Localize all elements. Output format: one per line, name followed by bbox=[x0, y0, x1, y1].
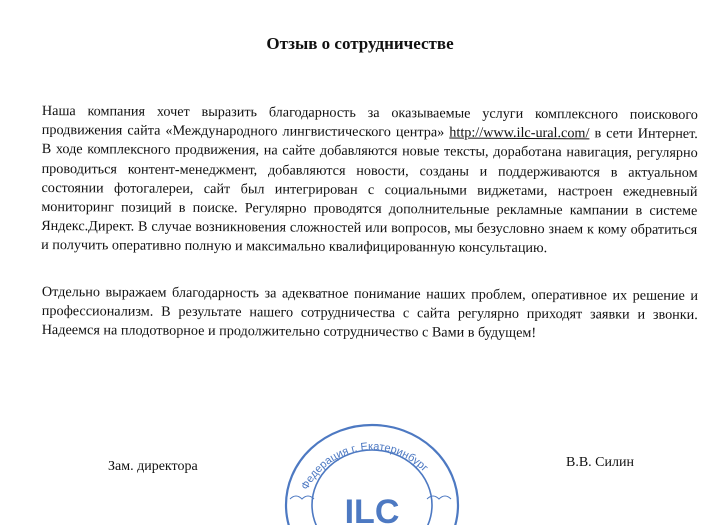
stamp-ring-text-path: Федерация г. Екатеринбург bbox=[299, 440, 431, 492]
paragraph-gratitude bbox=[41, 102, 698, 260]
signature-position: Зам. директора bbox=[108, 459, 198, 474]
paragraph-text-before-link: Наша компания хочет выразить благодарность за оказываемые услуги комплексного поискового продвижения сайта «Международного лингвистического центра» bbox=[41, 102, 698, 141]
letter-title: Отзыв о сотрудничестве bbox=[266, 34, 454, 53]
signature-name: В.В. Силин bbox=[566, 455, 634, 470]
paragraph-additional-thanks: Отдельно выражаем благодарность за адекватное понимание наших проблем, оперативное их решение и профессионализм. В результате нашего сотрудничества с сайта регулярно приходят заявки и звонки. Надеемся на плодотворное и продолжительно сотрудничество с Вами в будущем! bbox=[41, 283, 698, 342]
site-link[interactable]: http://www.ilc-ural.com/ bbox=[449, 124, 590, 142]
stamp-ring-text bbox=[299, 441, 430, 492]
stamp-center-text: ILC bbox=[344, 493, 400, 525]
company-stamp bbox=[272, 395, 472, 525]
paragraph-text-after-link: в сети Интернет. В ходе комплексного продвижения, на сайте добавляются новые тексты, доработана навигация, регулярно проводиться контент-менеджмент, добавляются новости, созданы и поддерживаются в актуальном состоянии фотогалереи, сайт был интегрирован с социальными виджетами, настроен ежедневный мониторинг позиций в поиске. Регулярно проводятся дополнительные рекламные кампании в системе Яндекс.Директ. В случае возникновения сложностей или вопросов, мы безусловно знаем к кому обратиться и получить оперативно полную и максимально квалифицированную консультацию. bbox=[41, 125, 698, 257]
